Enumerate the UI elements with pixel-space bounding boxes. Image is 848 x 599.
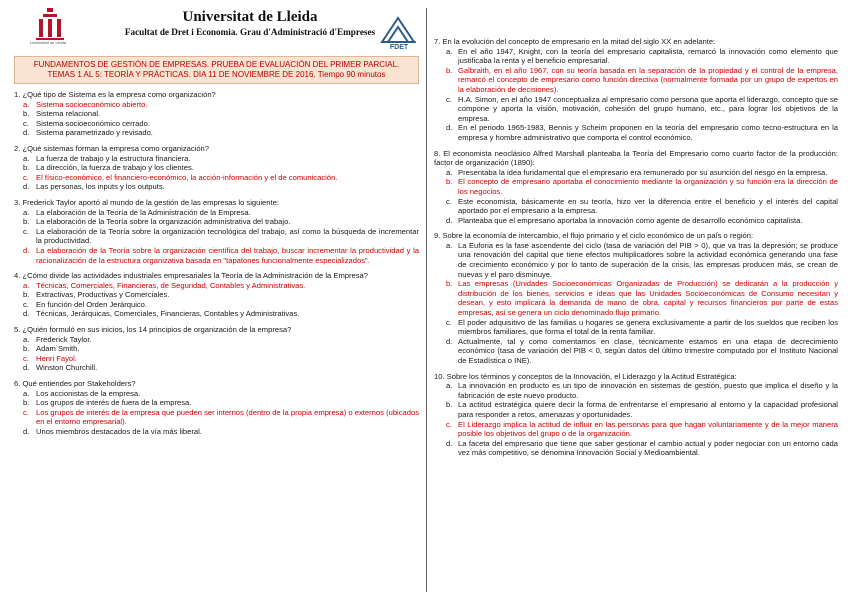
- answer-option: [14, 344, 419, 354]
- question-title: 9. Sobre la economía de intercambio, el flujo primario y el ciclo económico de un país o región:: [434, 231, 754, 241]
- question-title: 3. Frederick Taylor aportó al mundo de la gestión de las empresas lo siguiente:: [14, 197, 279, 207]
- option-letter: b.: [23, 163, 30, 173]
- option-text: Sistema socioeconómico abierto.: [36, 99, 148, 109]
- option-letter: b.: [446, 177, 453, 187]
- option-letter: c.: [446, 419, 452, 429]
- question-6: [14, 379, 419, 437]
- option-letter: b.: [23, 290, 30, 300]
- option-letter: c.: [23, 226, 29, 236]
- option-letter: d.: [446, 215, 453, 225]
- option-letter: b.: [23, 398, 30, 408]
- answer-option: [14, 300, 419, 310]
- option-letter: a.: [23, 280, 30, 290]
- option-text: Este economista, básicamente en su teoría, hizo ver la diferencia entre el beneficio y el interés del capital aportado por el empresario a la empresa.: [458, 196, 838, 216]
- option-letter: c.: [23, 172, 29, 182]
- question-3: [14, 198, 419, 265]
- question-title: 8. El economista neoclásico Alfred Marshall planteaba la Teoría del Empresario como cuarto factor de la producción: factor de organización (1890):: [434, 148, 838, 168]
- answer-option: [14, 217, 419, 227]
- option-letter: b.: [446, 400, 453, 410]
- answer-option: [434, 241, 838, 279]
- option-text: Las personas, los inputs y los outputs.: [36, 182, 165, 192]
- option-letter: d.: [23, 363, 30, 373]
- option-letter: a.: [23, 388, 30, 398]
- option-text: En el año 1947, Knight, con la teoría del empresario capitalista, remarcó la innovación como elemento que justificaba la renta y el beneficio empresarial.: [458, 46, 838, 66]
- question-4: [14, 271, 419, 319]
- option-text: Los accionistas de la empresa.: [36, 388, 141, 398]
- exam-title-box: [14, 56, 419, 84]
- answer-option-correct: [434, 66, 838, 95]
- option-letter: a.: [446, 46, 453, 56]
- answer-option: [14, 309, 419, 319]
- option-text: Las empresas (Unidades Socioeconómicas Organizadas de Producción) se dedicarán a la producción y distribución de los bienes, servicios e ideas que las Unidades Socioeconómicas de Consumo necesitan y desean, y esto implicará la demanda de mano de obra, capital y recursos financieros por parte de estas empresas, así se genera un ciclo denominado flujo primario.: [458, 279, 838, 318]
- option-text: La fuerza de trabajo y la estructura financiera.: [36, 153, 191, 163]
- faculty-name: Facultat de Dret i Economia. Grau d'Administració d'Empreses: [124, 27, 376, 37]
- university-logo-caption: Universitat de Lleida: [29, 40, 67, 45]
- question-9: [434, 231, 838, 365]
- option-text: Sistema socioeconómico cerrado.: [36, 118, 150, 128]
- option-text: Presentaba la idea fundamental que el empresario era remunerado por su asunción del riesgo en la empresa.: [458, 167, 828, 177]
- left-column: [14, 0, 419, 443]
- option-letter: a.: [446, 381, 453, 391]
- question-1: [14, 90, 419, 138]
- column-divider: [426, 8, 427, 592]
- exam-subtitle: TEMAS 1 AL 5: TEORÍA Y PRÁCTICAS. DIA 11 DE NOVIEMBRE DE 2016. Tiempo 90 minutos: [47, 70, 386, 79]
- option-letter: a.: [23, 153, 30, 163]
- question-title: 1. ¿Qué tipo de Sistema es la empresa como organización?: [14, 90, 216, 99]
- answer-option-correct: [14, 173, 419, 183]
- option-text: La innovación en producto es un tipo de innovación en sistemas de gestión, puesto que implica el diseño y la fabricación de este nuevo producto.: [458, 381, 838, 400]
- answer-option: [434, 439, 838, 458]
- answer-option: [14, 335, 419, 345]
- answer-option: [14, 363, 419, 373]
- answer-option-correct: [14, 408, 419, 427]
- question-10: [434, 372, 838, 458]
- option-letter: d.: [23, 182, 30, 192]
- option-text: Los grupos de interés de fuera de la empresa.: [36, 398, 192, 408]
- option-text: El físico-económico, el financiero-económico, la acción-información y el de comunicación.: [36, 172, 338, 182]
- option-text: Galbraith, en el año 1967, con su teoría basada en la separación de la propiedad y el control de la empresa, remarcó el concepto de empresario como función directiva (normalmente formada por un grupo de expertos en la elaboración de decisiones).: [458, 65, 838, 94]
- answer-option: [434, 381, 838, 400]
- option-text: La faceta del empresario que tiene que saber gestionar el cambio actual y poder negociar con un entorno cada vez más competitivo, se denomina Innovación Social y Medioambiental.: [458, 438, 838, 458]
- faculty-logo-text: FDET: [389, 44, 409, 50]
- answer-option: [434, 123, 838, 142]
- answer-option: [434, 216, 838, 226]
- option-text: Técnicas, Jerárquicas, Comerciales, Financieras, Contables y Administrativas.: [36, 309, 300, 319]
- option-text: Sistema relacional.: [36, 109, 101, 119]
- answer-option: [14, 163, 419, 173]
- right-column: [434, 37, 838, 464]
- option-text: Planteaba que el empresario aportaba la innovación como agente de desarrollo económico capitalista.: [458, 215, 803, 225]
- question-title: 5. ¿Quién formuló en sus inicios, los 14 principios de organización de la empresa?: [14, 325, 292, 335]
- option-letter: a.: [446, 240, 453, 250]
- exam-title: FUNDAMENTOS DE GESTIÓN DE EMPRESAS. PRUEBA DE EVALUACIÓN DEL PRIMER PARCIAL.: [33, 60, 400, 69]
- option-text: La elaboración de la Teoría de la Administración de la Empresa.: [36, 207, 251, 217]
- answer-option: [14, 182, 419, 192]
- option-letter: c.: [23, 407, 29, 417]
- answer-option-correct: [434, 420, 838, 439]
- answer-option: [14, 119, 419, 129]
- answer-option: [14, 208, 419, 218]
- answer-option: [14, 227, 419, 246]
- option-text: Winston Churchill.: [36, 363, 98, 373]
- option-letter: c.: [446, 317, 452, 327]
- answer-option: [14, 128, 419, 138]
- option-letter: c.: [446, 196, 452, 206]
- document-header: [14, 0, 419, 50]
- question-2: [14, 144, 419, 192]
- option-text: Frederick Taylor.: [36, 334, 92, 344]
- answer-option-correct: [14, 246, 419, 265]
- university-name: Universitat de Lleida: [182, 9, 318, 25]
- option-text: Técnicas, Comerciales, Financieras, de Seguridad, Contables y Administrativas.: [36, 280, 306, 290]
- answer-option: [434, 400, 838, 419]
- option-text: El concepto de empresario aportaba el conocimiento mediante la organización y su función era la dirección de los negocios.: [458, 177, 838, 196]
- option-text: En el periodo 1965-1983, Bennis y Scheim proponen en la teoría del empresario como tecno-estructura en la empresa y hombre administrativo que comporta el control económico.: [458, 123, 838, 142]
- option-text: La elaboración de la Teoría sobre la organización tecnológica del trabajo, así como la búsqueda de incrementar la productividad.: [36, 226, 419, 246]
- option-text: La elaboración de la Teoría sobre la organización científica del trabajo, buscar incrementar la productividad y la racionalización de la estructura organizativa basada en "tapatones funcionalmente especializados".: [36, 245, 419, 265]
- answer-option: [434, 197, 838, 216]
- answer-option-correct: [434, 279, 838, 317]
- answer-option: [434, 168, 838, 178]
- answer-option: [14, 290, 419, 300]
- option-text: Adam Smith.: [36, 344, 80, 354]
- question-title: 4. ¿Cómo divide las actividades industriales empresariales la Teoría de la Administración de la Empresa?: [14, 271, 368, 281]
- option-text: La dirección, la fuerza de trabajo y los clientes.: [36, 163, 194, 173]
- answer-option-correct: [14, 281, 419, 291]
- option-text: Extractivas, Productivas y Comerciales.: [36, 290, 170, 300]
- option-letter: d.: [446, 123, 453, 133]
- question-5: [14, 325, 419, 373]
- option-letter: d.: [446, 336, 453, 346]
- option-text: En función del Orden Jerárquico.: [36, 299, 148, 309]
- option-letter: c.: [23, 353, 29, 363]
- option-text: Actualmente, tal y como comentamos en clase, técnicamente estamos en una etapa de decrecimiento económico (tasa de variación del PIB < 0, según datos del último trimestre computado por el Instituto Nacional de Estadística o INE).: [458, 336, 838, 365]
- option-letter: d.: [23, 128, 30, 138]
- answer-option: [434, 337, 838, 366]
- option-letter: c.: [23, 118, 29, 128]
- option-letter: a.: [23, 334, 30, 344]
- option-letter: c.: [23, 299, 29, 309]
- option-text: El Liderazgo implica la actitud de influir en las personas para que hagan voluntariamente y de la mejor manera posible los objetivos del grupo o de la organización.: [458, 419, 838, 439]
- question-title: 10. Sobre los términos y conceptos de la Innovación, el Liderazgo y la Actitud Estratégica:: [434, 371, 737, 381]
- option-text: H.A. Simon, en el año 1947 conceptualiza al empresario como persona que aporta el liderazgo, concepto que se compone y aporta la visión, motivación, cohesión del grupo humano, etc., para lograr los objetivos de la empresa.: [458, 94, 838, 123]
- option-letter: b.: [446, 65, 453, 75]
- option-letter: d.: [446, 438, 453, 448]
- answer-option: [14, 154, 419, 164]
- option-letter: b.: [23, 109, 30, 119]
- option-letter: d.: [23, 309, 30, 319]
- option-text: Los grupos de interés de la empresa que pueden ser internos (dentro de la propia empresa) o externos (ubicados en el entorno empresarial).: [36, 407, 419, 427]
- option-letter: b.: [446, 279, 453, 289]
- option-text: El poder adquisitivo de las familias u hogares se genera exclusivamente a partir de los sueldos que reciben los miembros familiares, que forma el total de la renta familiar.: [458, 317, 838, 337]
- option-text: Henri Fayol.: [36, 353, 77, 363]
- answer-option-correct: [14, 100, 419, 110]
- option-letter: b.: [23, 217, 30, 227]
- option-letter: a.: [23, 99, 30, 109]
- option-letter: d.: [23, 245, 30, 255]
- question-8: [434, 149, 838, 226]
- question-title: 2. ¿Qué sistemas forman la empresa como organización?: [14, 143, 209, 153]
- question-title: 6. Qué entiendes por Stakeholders?: [14, 379, 136, 389]
- faculty-logo-icon: [378, 16, 420, 50]
- option-text: La actitud estratégica quiere decir la forma de enfrentarse el empresario al entorno y la capacidad profesional para responder a retos, amenazas y oportunidades.: [458, 400, 838, 419]
- option-letter: b.: [23, 344, 30, 354]
- option-letter: d.: [23, 427, 30, 436]
- option-letter: a.: [23, 207, 30, 217]
- option-text: Sistema parametrizado y revisado.: [36, 128, 153, 138]
- option-text: Unos miembros destacados de la vía más liberal.: [36, 427, 202, 436]
- answer-option-correct: [14, 354, 419, 364]
- answer-option: [14, 398, 419, 408]
- question-7: [434, 37, 838, 143]
- answer-option: [434, 318, 838, 337]
- answer-option: [434, 47, 838, 66]
- option-letter: c.: [446, 94, 452, 104]
- answer-option: [434, 95, 838, 124]
- answer-option: [14, 427, 419, 437]
- answer-option: [14, 109, 419, 119]
- question-title: 7. En la evolución del concepto de empresario en la mitad del siglo XX en adelante:: [434, 37, 716, 46]
- answer-option-correct: [434, 177, 838, 196]
- option-text: La elaboración de la Teoría sobre la organización administrativa del trabajo.: [36, 217, 291, 227]
- option-text: La Euforia es la fase ascendente del ciclo (tasa de variación del PIB > 0), que va tras la depresión; se produce una renovación del capital que tiene efectos multiplicadores sobre la actividad económica generando una fase de crecimiento económico y por lo tanto de superación de la crisis, las empresas producen más, se crean de nuevas y el paro disminuye.: [458, 240, 838, 279]
- answer-option: [14, 389, 419, 399]
- option-letter: a.: [446, 167, 453, 177]
